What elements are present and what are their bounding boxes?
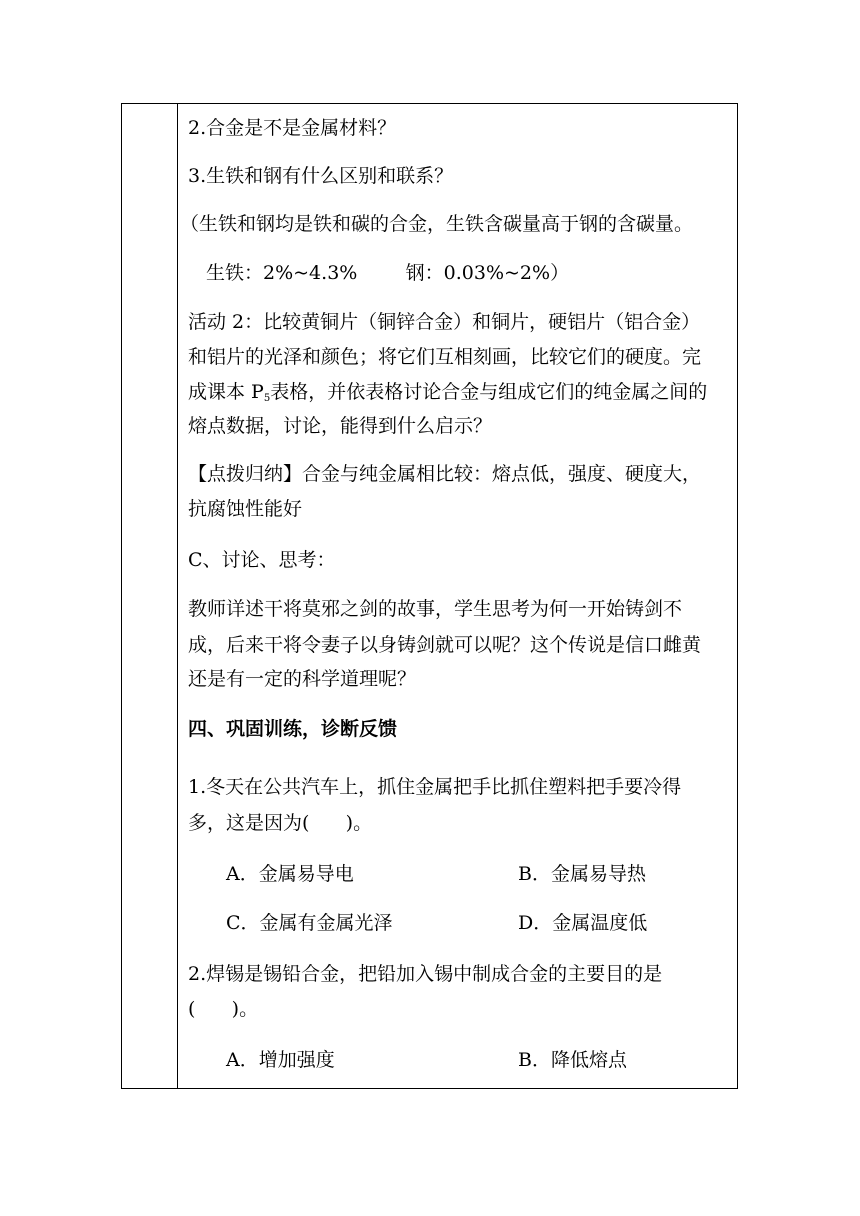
answer-line-2: 生铁：2%~4.3% 钢：0.03%~2%） [206, 262, 570, 284]
activity-line-4: 熔点数据，讨论，能得到什么启示？ [188, 415, 493, 437]
activity-line-3 [188, 380, 707, 411]
exercise-1-option-c: C．金属有金属光泽 [226, 912, 393, 934]
question-3: 3.生铁和钢有什么区别和联系？ [188, 165, 454, 187]
summary-line-2: 抗腐蚀性能好 [188, 498, 303, 520]
exercise-1-line-1: 1.冬天在公共汽车上，抓住金属把手比抓住塑料把手要冷得 [188, 776, 682, 798]
activity-line-3-pre: 成课本 P [188, 381, 264, 403]
exercise-1-option-d: D．金属温度低 [518, 912, 648, 934]
exercise-1-option-b: B．金属易导热 [518, 863, 646, 885]
discuss-heading: C、讨论、思考： [188, 549, 336, 571]
story-line-3: 还是有一定的科学道理呢？ [188, 668, 417, 690]
exercise-2-line-1: 2.焊锡是锡铅合金，把铅加入锡中制成合金的主要目的是 [188, 963, 663, 985]
story-line-2: 成，后来干将令妻子以身铸剑就可以呢？这个传说是信口雌黄 [188, 634, 702, 656]
exercise-1-line-2: 多，这是因为( )。 [188, 812, 373, 834]
activity-line-1: 活动 2：比较黄铜片（铜锌合金）和铜片，硬铝片（铝合金） [188, 311, 701, 333]
table-frame [121, 103, 738, 1089]
exercise-2-option-b: B．降低熔点 [518, 1049, 627, 1071]
exercise-1-option-a: A．金属易导电 [226, 863, 354, 885]
activity-line-3-post: 表格，并依表格讨论合金与组成它们的纯金属之间的 [270, 381, 708, 403]
answer-line-1: （生铁和钢均是铁和碳的合金，生铁含碳量高于钢的含碳量。 [180, 213, 694, 235]
section-four-heading: 四、巩固训练，诊断反馈 [188, 718, 398, 740]
page-subscript: 5 [263, 393, 271, 404]
exercise-2-line-2: ( )。 [188, 998, 259, 1020]
activity-line-2: 和铝片的光泽和颜色；将它们互相刻画，比较它们的硬度。完 [188, 346, 702, 368]
story-line-1: 教师详述干将莫邪之剑的故事，学生思考为何一开始铸剑不 [188, 598, 683, 620]
question-2: 2.合金是不是金属材料？ [188, 117, 397, 139]
exercise-2-option-a: A．增加强度 [226, 1049, 335, 1071]
summary-line-1: 【点拨归纳】合金与纯金属相比较：熔点低，强度、硬度大， [188, 463, 702, 485]
column-divider [177, 103, 178, 1089]
